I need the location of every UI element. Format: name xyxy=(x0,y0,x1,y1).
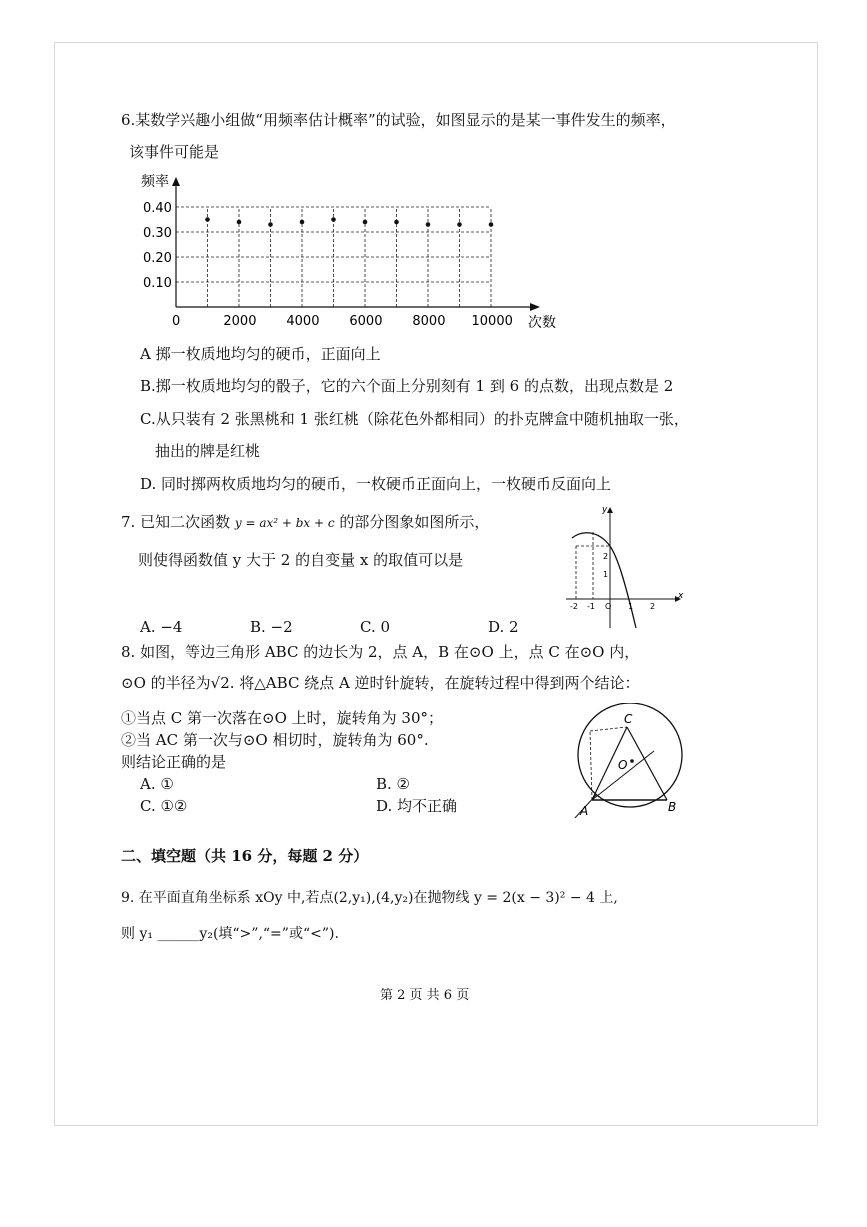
x-tick-label: 10000 xyxy=(471,314,513,329)
data-point xyxy=(205,217,210,222)
y-tick-label: 0.40 xyxy=(143,201,172,216)
x-axis-label: x xyxy=(678,591,684,601)
y-axis-label: y xyxy=(602,505,608,515)
y-axis-label: 频率 xyxy=(141,174,169,190)
y-tick-label: 0.30 xyxy=(143,226,172,241)
section-2-heading: 二、填空题（共 16 分，每题 2 分） xyxy=(121,847,369,865)
q7-parabola-graph xyxy=(560,502,690,632)
q6-frequency-chart xyxy=(130,172,570,337)
q6-option-c-line2: 抽出的牌是红桃 xyxy=(155,442,261,460)
q6-option-b: B.掷一枚质地均匀的骰子，它的六个面上分别刻有 1 到 6 的点数，出现点数是 2 xyxy=(140,377,674,395)
q7-option-d: D. 2 xyxy=(488,618,519,636)
x-tick-label: 0 xyxy=(172,314,181,329)
chart-points xyxy=(205,217,493,227)
q8-circle-triangle-figure xyxy=(566,703,696,818)
q6-stem-line2: 该事件可能是 xyxy=(129,143,220,161)
center-o-dot xyxy=(630,759,634,763)
q6-stem-line1: 6.某数学兴趣小组做“用频率估计概率”的试验，如图显示的是某一事件发生的频率， xyxy=(121,111,676,129)
q7-stem-line1 xyxy=(121,512,489,533)
q6-option-d: D. 同时掷两枚质地均匀的硬币，一枚硬币正面向上，一枚硬币反面向上 xyxy=(140,475,612,493)
q7-option-a: A. −4 xyxy=(140,618,183,636)
x-tick-label: 8000 xyxy=(412,314,446,329)
label-b: B xyxy=(668,800,677,814)
chart-grid xyxy=(176,207,491,307)
y-tick-label: 0.20 xyxy=(143,251,172,266)
chart-axes xyxy=(172,177,540,311)
q8-stem-line1: 8. 如图，等边三角形 ABC 的边长为 2，点 A，B 在⊙O 上，点 C 在⊙O 内， xyxy=(121,643,640,661)
q6-option-a: A 掷一枚质地均匀的硬币，正面向上 xyxy=(140,345,381,363)
data-point xyxy=(268,222,273,227)
x-tick-label: 4000 xyxy=(286,314,320,329)
side-bc xyxy=(627,727,667,800)
x-tick-1: 1 xyxy=(628,602,634,611)
q7-option-b: B. −2 xyxy=(250,618,293,636)
label-c: C xyxy=(624,712,633,726)
data-point xyxy=(489,222,494,227)
q8-option-c: C. ①② xyxy=(140,797,188,815)
q7-stem-pre: 7. 已知二次函数 xyxy=(121,513,231,531)
q7-formula: y = ax² + bx + c xyxy=(234,516,335,530)
q8-conclusion-1: ①当点 C 第一次落在⊙O 上时，旋转角为 30°； xyxy=(121,709,444,727)
x-axis-label: 次数 xyxy=(528,315,556,331)
data-point xyxy=(331,217,336,222)
y-tick-2: 2 xyxy=(603,552,609,561)
y-tick-1: 1 xyxy=(603,570,609,579)
q8-option-b: B. ② xyxy=(376,775,411,793)
data-point xyxy=(363,220,368,225)
q8-stem-line2: ⊙O 的半径为√2. 将△ABC 绕点 A 逆时针旋转，在旋转过程中得到两个结论： xyxy=(121,674,640,692)
x-tick-minus2: -2 xyxy=(570,602,578,611)
data-point xyxy=(300,220,305,225)
parabola-curve xyxy=(572,533,636,628)
origin-label: O xyxy=(605,602,612,611)
q8-option-a: A. ① xyxy=(140,775,174,793)
x-tick-label: 6000 xyxy=(349,314,383,329)
q7-stem-post: 的部分图象如图所示， xyxy=(339,513,490,531)
x-tick-2: 2 xyxy=(650,602,656,611)
q7-option-c: C. 0 xyxy=(360,618,391,636)
page-footer: 第 2 页 共 6 页 xyxy=(380,988,470,1003)
data-point xyxy=(426,222,431,227)
dashed-line-2 xyxy=(590,727,627,731)
data-point xyxy=(457,222,462,227)
x-axis-arrow xyxy=(530,303,540,311)
y-axis-arrow xyxy=(172,177,180,186)
q7-stem-line2: 则使得函数值 y 大于 2 的自变量 x 的取值可以是 xyxy=(138,551,464,569)
q8-conclusion-ask: 则结论正确的是 xyxy=(121,753,227,771)
label-o: O xyxy=(618,758,628,772)
q6-option-c-line1: C.从只装有 2 张黑桃和 1 张红桃（除花色外都相同）的扑克牌盒中随机抽取一张， xyxy=(140,410,689,428)
data-point xyxy=(394,220,399,225)
q9-line2: 则 y₁ ______y₂(填“>”,“=”或“<”). xyxy=(121,926,339,942)
label-a: A xyxy=(580,804,589,818)
q8-option-d: D. 均不正确 xyxy=(376,797,458,815)
x-tick-label: 2000 xyxy=(223,314,257,329)
data-point xyxy=(237,220,242,225)
y-tick-label: 0.10 xyxy=(143,276,172,291)
x-tick-minus1: -1 xyxy=(587,602,595,611)
q9-line1: 9. 在平面直角坐标系 xOy 中,若点(2,y₁),(4,y₂)在抛物线 y = 2(x − 3)² − 4 上, xyxy=(121,890,618,906)
q8-conclusion-2: ②当 AC 第一次与⊙O 相切时，旋转角为 60°. xyxy=(121,731,429,749)
